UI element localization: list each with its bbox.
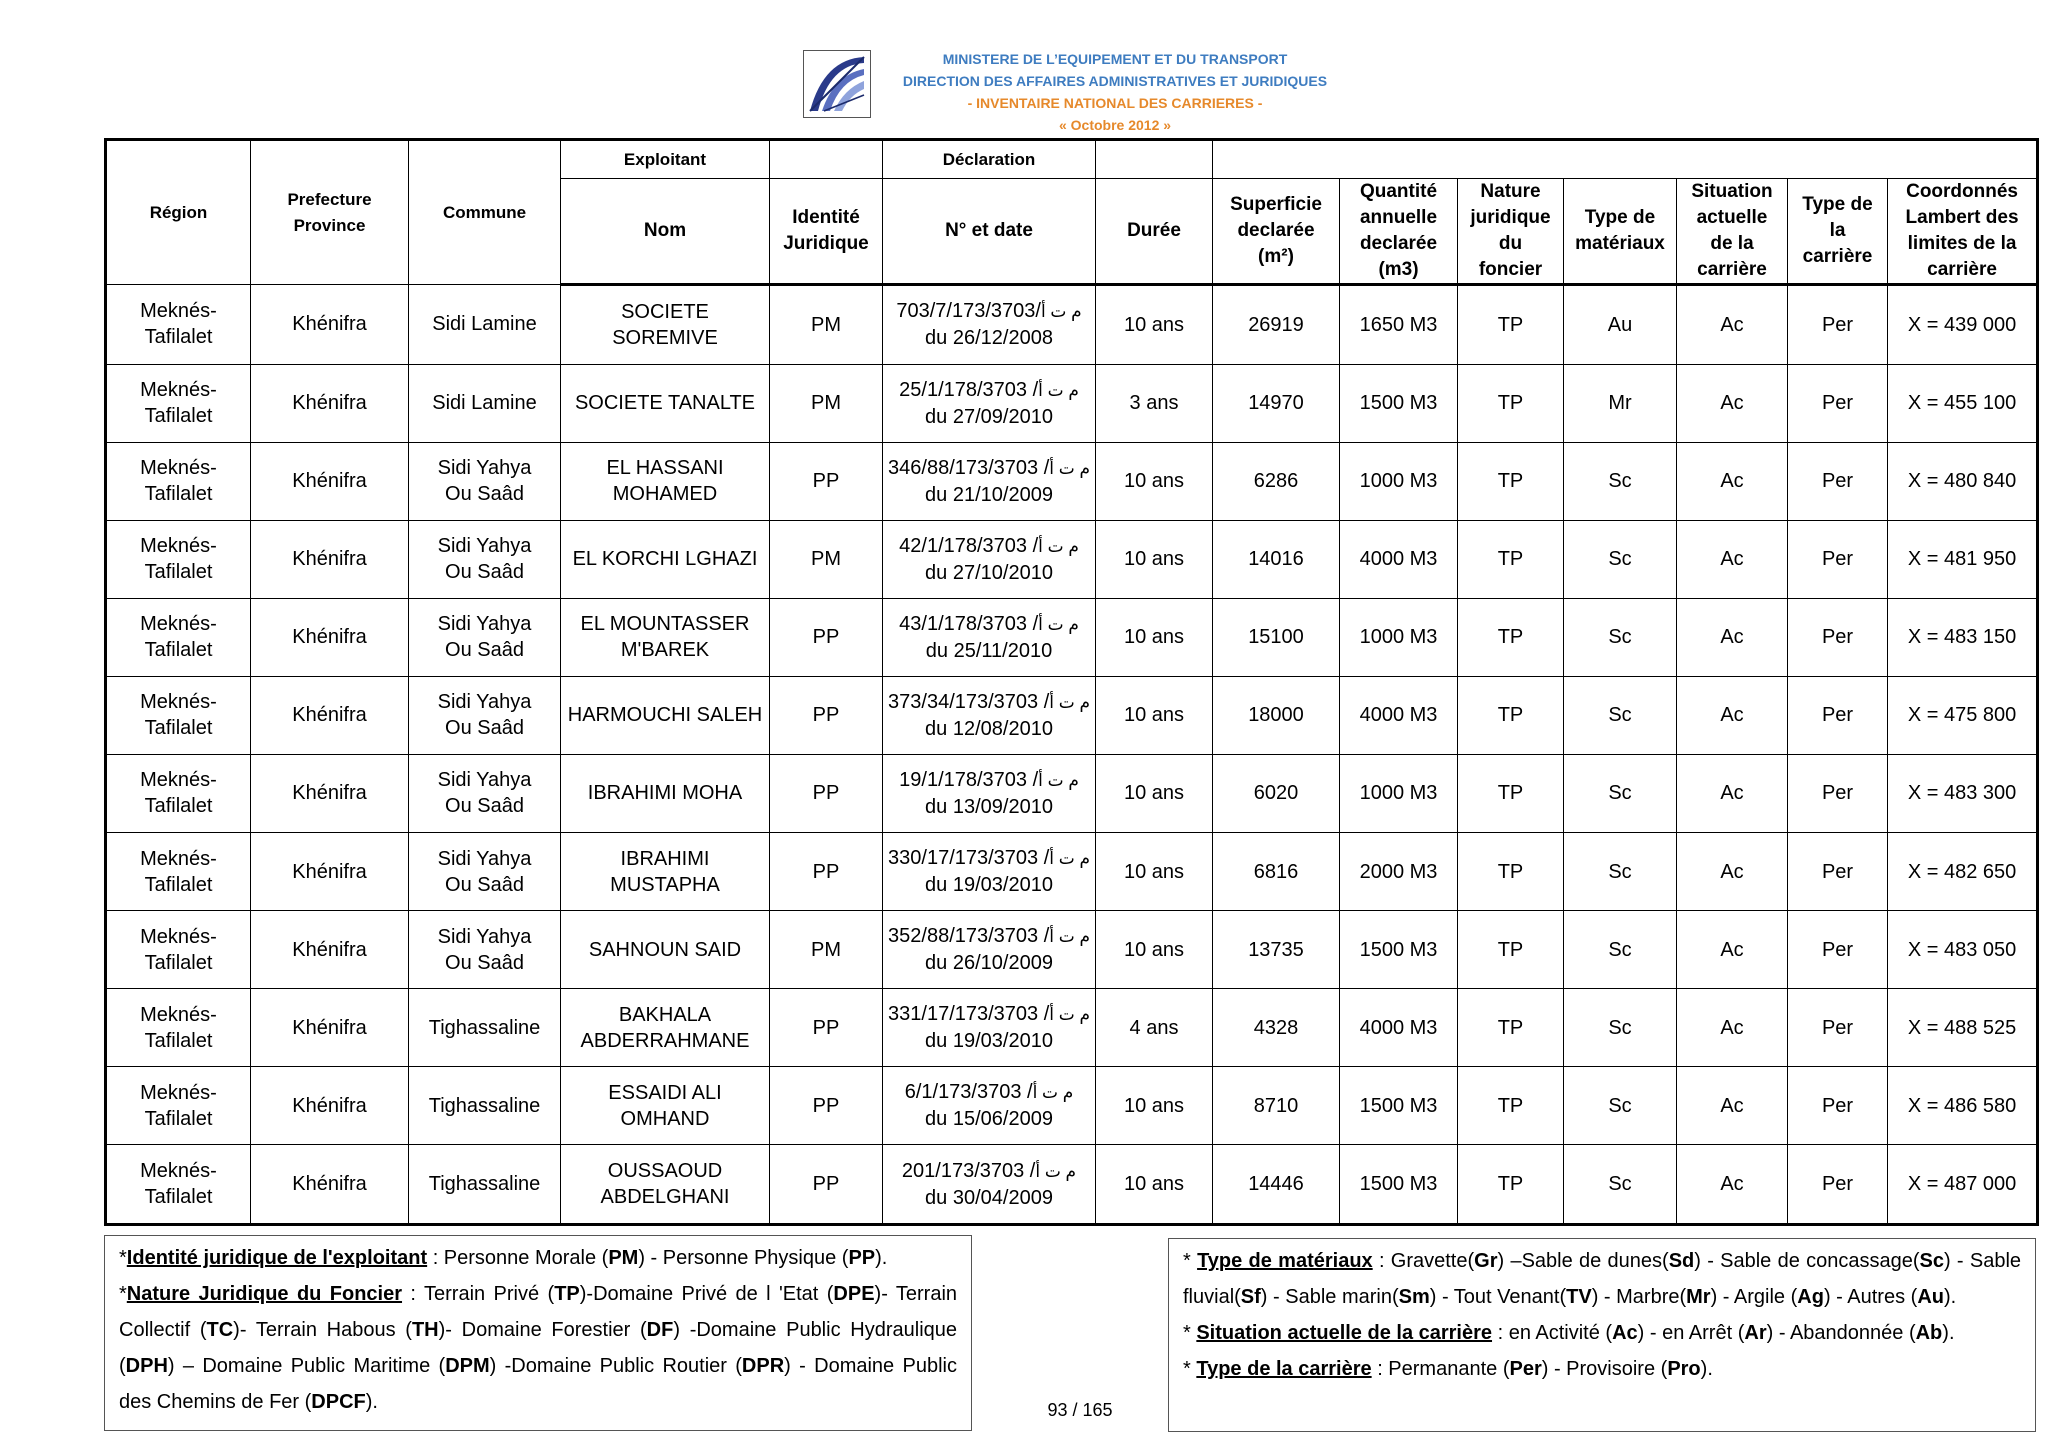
cell-materiaux: Sc (1564, 1145, 1677, 1225)
cell-province: Khénifra (251, 1067, 409, 1145)
cell-nature: TP (1458, 754, 1564, 832)
cell-superficie: 14016 (1213, 520, 1340, 598)
legend-situation-key: Situation actuelle de la carrière (1196, 1322, 1493, 1344)
cell-situation: Ac (1677, 1145, 1788, 1225)
cell-region: Meknés- Tafilalet (106, 911, 251, 989)
cell-duree: 3 ans (1096, 364, 1213, 442)
col-header-region: Région (106, 140, 251, 285)
cell-quantite: 4000 M3 (1340, 520, 1458, 598)
cell-quantite: 1000 M3 (1340, 754, 1458, 832)
col-header-nom: Nom (561, 179, 770, 285)
cell-region: Meknés- Tafilalet (106, 989, 251, 1067)
cell-type: Per (1788, 364, 1888, 442)
cell-region: Meknés- Tafilalet (106, 598, 251, 676)
cell-nature: TP (1458, 833, 1564, 911)
cell-quantite: 4000 M3 (1340, 676, 1458, 754)
cell-region: Meknés- Tafilalet (106, 676, 251, 754)
cell-nom: SOCIETE SOREMIVE (561, 285, 770, 365)
group-header-blank-3 (1213, 140, 2038, 179)
cell-commune: Tighassaline (409, 1145, 561, 1225)
col-header-duree: Durée (1096, 179, 1213, 285)
cell-province: Khénifra (251, 598, 409, 676)
cell-declaration: 373/34/173/3703 /م ت أ du 12/08/2010 (883, 676, 1096, 754)
cell-province: Khénifra (251, 833, 409, 911)
cell-nature: TP (1458, 442, 1564, 520)
cell-duree: 10 ans (1096, 754, 1213, 832)
cell-identite: PM (770, 911, 883, 989)
cell-superficie: 14446 (1213, 1145, 1340, 1225)
cell-situation: Ac (1677, 442, 1788, 520)
cell-type: Per (1788, 598, 1888, 676)
cell-type: Per (1788, 911, 1888, 989)
cell-identite: PP (770, 1145, 883, 1225)
cell-materiaux: Mr (1564, 364, 1677, 442)
ministry-title: MINISTERE DE L’EQUIPEMENT ET DU TRANSPORT (942, 51, 1288, 67)
cell-materiaux: Au (1564, 285, 1677, 365)
cell-nom: SOCIETE TANALTE (561, 364, 770, 442)
col-header-commune: Commune (409, 140, 561, 285)
table-row (106, 833, 2038, 911)
cell-nature: TP (1458, 285, 1564, 365)
cell-identite: PM (770, 364, 883, 442)
cell-coord: X = 486 580 (1888, 1067, 2038, 1145)
cell-situation: Ac (1677, 520, 1788, 598)
quarry-inventory-table (104, 138, 2039, 1226)
cell-quantite: 1000 M3 (1340, 442, 1458, 520)
cell-coord: X = 483 300 (1888, 754, 2038, 832)
cell-province: Khénifra (251, 364, 409, 442)
cell-materiaux: Sc (1564, 676, 1677, 754)
cell-quantite: 4000 M3 (1340, 989, 1458, 1067)
cell-region: Meknés- Tafilalet (106, 1145, 251, 1225)
cell-coord: X = 482 650 (1888, 833, 2038, 911)
cell-declaration: 19/1/178/3703 /م ت أ du 13/09/2010 (883, 754, 1096, 832)
direction-title: DIRECTION DES AFFAIRES ADMINISTRATIVES ET JURIDIQUES (902, 73, 1328, 89)
legend-identite-paragraph: *Identité juridique de l'exploitant : Personne Morale (PM) - Personne Physique (PP). (119, 1247, 888, 1269)
cell-materiaux: Sc (1564, 833, 1677, 911)
col-header-quantite: Quantité annuelle declarée (m3) (1340, 179, 1458, 285)
cell-materiaux: Sc (1564, 989, 1677, 1067)
table-row (106, 676, 2038, 754)
legend-nature-key: Nature Juridique du Foncier (126, 1283, 403, 1305)
cell-coord: X = 483 050 (1888, 911, 2038, 989)
cell-duree: 10 ans (1096, 442, 1213, 520)
cell-identite: PP (770, 754, 883, 832)
cell-identite: PM (770, 520, 883, 598)
cell-situation: Ac (1677, 1067, 1788, 1145)
page-number: 93 / 165 (1047, 1400, 1113, 1420)
cell-region: Meknés- Tafilalet (106, 520, 251, 598)
cell-commune: Sidi Yahya Ou Saâd (409, 754, 561, 832)
table-row (106, 285, 2038, 365)
cell-commune: Sidi Yahya Ou Saâd (409, 598, 561, 676)
cell-commune: Sidi Yahya Ou Saâd (409, 911, 561, 989)
cell-type: Per (1788, 1145, 1888, 1225)
cell-province: Khénifra (251, 1145, 409, 1225)
cell-province: Khénifra (251, 442, 409, 520)
cell-materiaux: Sc (1564, 598, 1677, 676)
legend-materiaux-paragraph: * Type de matériaux : Gravette(Gr) –Sable de dunes(Sd) - Sable de concassage(Sc) - Sable fluvial(Sf) - Sable marin(Sm) - Tout Venant(TV) - Marbre(Mr) - Argile (Ag) - Autres (Au). (1183, 1250, 2022, 1308)
cell-superficie: 6286 (1213, 442, 1340, 520)
cell-commune: Sidi Lamine (409, 285, 561, 365)
legend-type-paragraph: * Type de la carrière : Permanante (Per) - Provisoire (Pro). (1183, 1358, 1713, 1380)
cell-declaration: 6/1/173/3703 /م ت أ du 15/06/2009 (883, 1067, 1096, 1145)
cell-superficie: 26919 (1213, 285, 1340, 365)
cell-commune: Sidi Yahya Ou Saâd (409, 520, 561, 598)
cell-situation: Ac (1677, 598, 1788, 676)
cell-nature: TP (1458, 911, 1564, 989)
cell-coord: X = 480 840 (1888, 442, 2038, 520)
table-row (106, 520, 2038, 598)
cell-type: Per (1788, 754, 1888, 832)
header-text-block (880, 48, 1350, 136)
group-header-row (106, 140, 2038, 179)
cell-duree: 10 ans (1096, 598, 1213, 676)
col-header-superficie: Superficie declarée (m²) (1213, 179, 1340, 285)
legend-materiaux-situation-type (1168, 1238, 2036, 1432)
cell-quantite: 1000 M3 (1340, 598, 1458, 676)
cell-nature: TP (1458, 520, 1564, 598)
cell-nom: IBRAHIMI MOHA (561, 754, 770, 832)
cell-materiaux: Sc (1564, 520, 1677, 598)
col-header-nature: Nature juridique du foncier (1458, 179, 1564, 285)
group-header-blank-2 (1096, 140, 1213, 179)
cell-nom: EL KORCHI LGHAZI (561, 520, 770, 598)
cell-province: Khénifra (251, 754, 409, 832)
cell-nature: TP (1458, 676, 1564, 754)
cell-declaration: 346/88/173/3703 /م ت أ du 21/10/2009 (883, 442, 1096, 520)
cell-superficie: 13735 (1213, 911, 1340, 989)
group-header-declaration: Déclaration (883, 140, 1096, 179)
cell-nom: IBRAHIMI MUSTAPHA (561, 833, 770, 911)
cell-identite: PP (770, 676, 883, 754)
cell-identite: PP (770, 989, 883, 1067)
cell-nature: TP (1458, 598, 1564, 676)
col-header-situation: Situation actuelle de la carrière (1677, 179, 1788, 285)
cell-nature: TP (1458, 364, 1564, 442)
table-row (106, 911, 2038, 989)
cell-situation: Ac (1677, 285, 1788, 365)
ministry-logo-graphic (804, 51, 870, 117)
table-body (106, 285, 2038, 1225)
cell-identite: PM (770, 285, 883, 365)
cell-identite: PP (770, 1067, 883, 1145)
cell-duree: 10 ans (1096, 676, 1213, 754)
cell-situation: Ac (1677, 911, 1788, 989)
cell-commune: Sidi Yahya Ou Saâd (409, 676, 561, 754)
group-header-blank-1 (770, 140, 883, 179)
page-header (0, 48, 2048, 140)
col-header-identite: Identité Juridique (770, 179, 883, 285)
cell-nature: TP (1458, 1145, 1564, 1225)
cell-nom: SAHNOUN SAID (561, 911, 770, 989)
legend-type-key: Type de la carrière (1196, 1358, 1372, 1380)
cell-nom: ESSAIDI ALI OMHAND (561, 1067, 770, 1145)
cell-identite: PP (770, 833, 883, 911)
cell-commune: Sidi Lamine (409, 364, 561, 442)
cell-province: Khénifra (251, 911, 409, 989)
cell-superficie: 6816 (1213, 833, 1340, 911)
cell-coord: X = 483 150 (1888, 598, 2038, 676)
cell-materiaux: Sc (1564, 754, 1677, 832)
cell-commune: Tighassaline (409, 989, 561, 1067)
cell-situation: Ac (1677, 754, 1788, 832)
col-header-prefecture: Prefecture Province (251, 140, 409, 285)
cell-nom: BAKHALA ABDERRAHMANE (561, 989, 770, 1067)
cell-coord: X = 487 000 (1888, 1145, 2038, 1225)
cell-type: Per (1788, 285, 1888, 365)
cell-duree: 10 ans (1096, 833, 1213, 911)
cell-materiaux: Sc (1564, 442, 1677, 520)
legend-situation-paragraph: * Situation actuelle de la carrière : en Activité (Ac) - en Arrêt (Ar) - Abandonnée (Ab). (1183, 1322, 1955, 1344)
cell-declaration: 43/1/178/3703 /م ت أ du 25/11/2010 (883, 598, 1096, 676)
legend-nature-paragraph: *Nature Juridique du Foncier : Terrain Privé (TP)-Domaine Privé de l 'Etat (DPE)- Terrain Collectif (TC)- Terrain Habous (TH)- Domaine Forestier (DF) -Domaine Public Hydraulique (DPH) – Domaine Public Maritime (DPM) -Domaine Public Routier (DPR) - Domaine Public des Chemins de Fer (DPCF). (119, 1283, 958, 1413)
cell-superficie: 15100 (1213, 598, 1340, 676)
cell-commune: Tighassaline (409, 1067, 561, 1145)
table-row (106, 1145, 2038, 1225)
table-row (106, 598, 2038, 676)
cell-province: Khénifra (251, 520, 409, 598)
cell-quantite: 1500 M3 (1340, 1145, 1458, 1225)
cell-duree: 10 ans (1096, 520, 1213, 598)
cell-region: Meknés- Tafilalet (106, 364, 251, 442)
cell-coord: X = 481 950 (1888, 520, 2038, 598)
cell-province: Khénifra (251, 676, 409, 754)
table-row (106, 442, 2038, 520)
cell-type: Per (1788, 833, 1888, 911)
cell-quantite: 1500 M3 (1340, 911, 1458, 989)
cell-declaration: 352/88/173/3703 /م ت أ du 26/10/2009 (883, 911, 1096, 989)
cell-declaration: 42/1/178/3703 /م ت أ du 27/10/2010 (883, 520, 1096, 598)
cell-duree: 4 ans (1096, 989, 1213, 1067)
legend-identite-nature (104, 1235, 972, 1431)
cell-quantite: 1500 M3 (1340, 364, 1458, 442)
cell-identite: PP (770, 442, 883, 520)
cell-superficie: 4328 (1213, 989, 1340, 1067)
inventory-title: - INVENTAIRE NATIONAL DES CARRIERES - (967, 95, 1263, 111)
table-row (106, 1067, 2038, 1145)
cell-declaration: 25/1/178/3703 /م ت أ du 27/09/2010 (883, 364, 1096, 442)
ministry-logo-icon (803, 50, 871, 118)
cell-region: Meknés- Tafilalet (106, 442, 251, 520)
cell-situation: Ac (1677, 833, 1788, 911)
cell-coord: X = 439 000 (1888, 285, 2038, 365)
cell-situation: Ac (1677, 364, 1788, 442)
cell-declaration: 703/7/173/3703/م ت أ du 26/12/2008 (883, 285, 1096, 365)
cell-declaration: 331/17/173/3703 /م ت أ du 19/03/2010 (883, 989, 1096, 1067)
cell-superficie: 18000 (1213, 676, 1340, 754)
col-header-numero-date: N° et date (883, 179, 1096, 285)
cell-materiaux: Sc (1564, 1067, 1677, 1145)
cell-nom: OUSSAOUD ABDELGHANI (561, 1145, 770, 1225)
group-header-exploitant: Exploitant (561, 140, 770, 179)
cell-region: Meknés- Tafilalet (106, 754, 251, 832)
cell-nom: HARMOUCHI SALEH (561, 676, 770, 754)
cell-region: Meknés- Tafilalet (106, 833, 251, 911)
cell-declaration: 330/17/173/3703 /م ت أ du 19/03/2010 (883, 833, 1096, 911)
cell-situation: Ac (1677, 989, 1788, 1067)
col-header-type-materiaux: Type de matériaux (1564, 179, 1677, 285)
cell-superficie: 8710 (1213, 1067, 1340, 1145)
cell-nom: EL HASSANI MOHAMED (561, 442, 770, 520)
cell-declaration: 201/173/3703 /م ت أ du 30/04/2009 (883, 1145, 1096, 1225)
cell-type: Per (1788, 442, 1888, 520)
col-header-coordonnees: Coordonnés Lambert des limites de la carrière (1888, 179, 2038, 285)
cell-quantite: 1650 M3 (1340, 285, 1458, 365)
cell-quantite: 2000 M3 (1340, 833, 1458, 911)
cell-nature: TP (1458, 1067, 1564, 1145)
cell-duree: 10 ans (1096, 285, 1213, 365)
table-row (106, 754, 2038, 832)
cell-quantite: 1500 M3 (1340, 1067, 1458, 1145)
cell-type: Per (1788, 520, 1888, 598)
cell-type: Per (1788, 676, 1888, 754)
cell-superficie: 14970 (1213, 364, 1340, 442)
cell-commune: Sidi Yahya Ou Saâd (409, 833, 561, 911)
cell-coord: X = 488 525 (1888, 989, 2038, 1067)
inventory-date: « Octobre 2012 » (1058, 117, 1172, 133)
cell-coord: X = 455 100 (1888, 364, 2038, 442)
cell-type: Per (1788, 1067, 1888, 1145)
cell-duree: 10 ans (1096, 911, 1213, 989)
col-header-type-carriere: Type de la carrière (1788, 179, 1888, 285)
cell-region: Meknés- Tafilalet (106, 285, 251, 365)
legend-materiaux-key: Type de matériaux (1197, 1250, 1373, 1272)
cell-region: Meknés- Tafilalet (106, 1067, 251, 1145)
cell-type: Per (1788, 989, 1888, 1067)
cell-nature: TP (1458, 989, 1564, 1067)
legend-identite-key: Identité juridique de l'exploitant (126, 1247, 428, 1269)
cell-materiaux: Sc (1564, 911, 1677, 989)
cell-superficie: 6020 (1213, 754, 1340, 832)
cell-situation: Ac (1677, 676, 1788, 754)
table-row (106, 989, 2038, 1067)
cell-duree: 10 ans (1096, 1145, 1213, 1225)
cell-commune: Sidi Yahya Ou Saâd (409, 442, 561, 520)
cell-province: Khénifra (251, 285, 409, 365)
cell-duree: 10 ans (1096, 1067, 1213, 1145)
table-row (106, 364, 2038, 442)
cell-coord: X = 475 800 (1888, 676, 2038, 754)
cell-identite: PP (770, 598, 883, 676)
cell-province: Khénifra (251, 989, 409, 1067)
cell-nom: EL MOUNTASSER M'BAREK (561, 598, 770, 676)
